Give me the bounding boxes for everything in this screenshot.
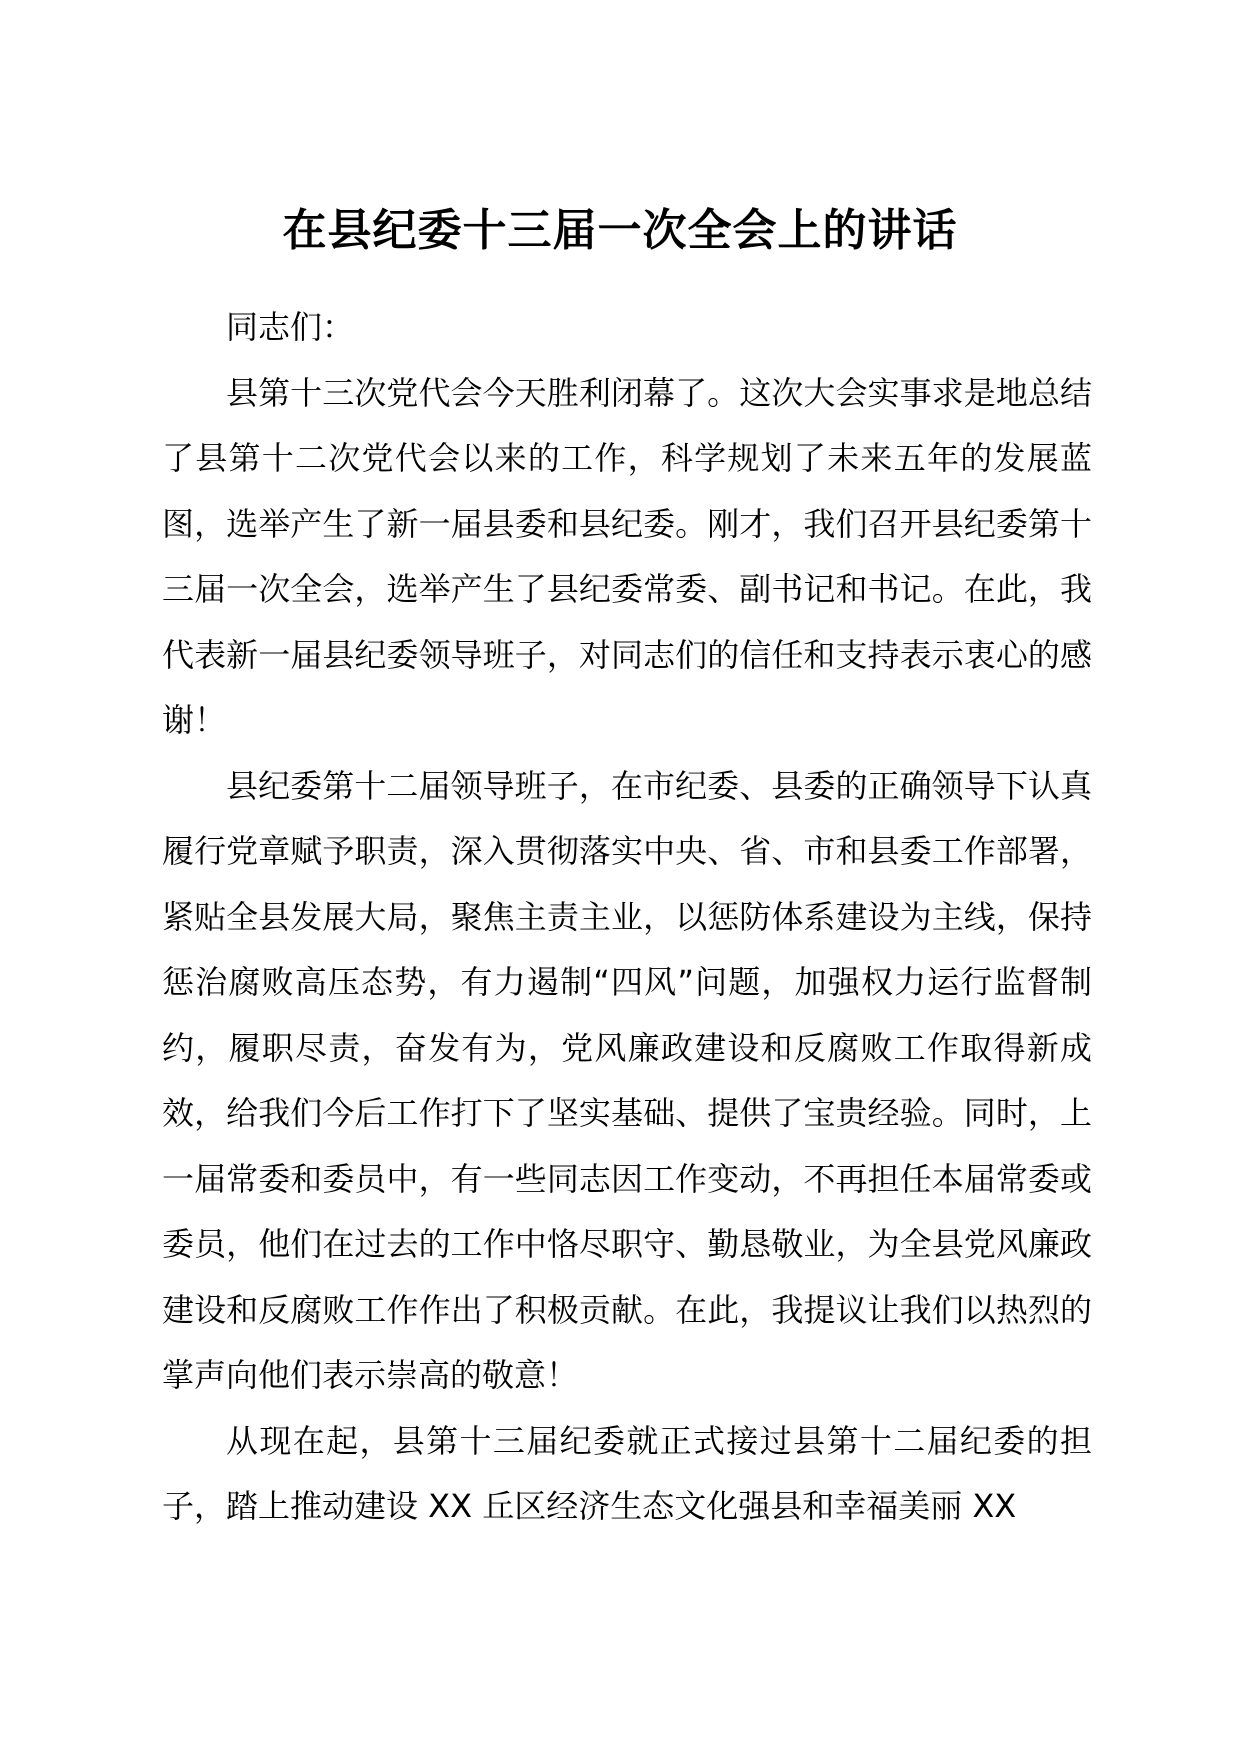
paragraph: 县纪委第十二届领导班子，在市纪委、县委的正确领导下认真履行党章赋予职责，深入贯彻落实中央、省、市和县委工作部署，紧贴全县发展大局，聚焦主责主业，以惩防体系建设为主线，保持惩治腐败高压态势，有力遏制“四风”问题，加强权力运行监督制约，履职尽责，奋发有为，党风廉政建设和反腐败工作取得新成效，给我们今后工作打下了坚实基础、提供了宝贵经验。同时，上一届常委和委员中，有一些同志因工作变动，不再担任本届常委或委员，他们在过去的工作中恪尽职守、勤恳敬业，为全县党风廉政建设和反腐败工作作出了积极贡献。在此，我提议让我们以热烈的掌声向他们表示崇高的敬意！ (162, 766, 1092, 1394)
document-title: 在县纪委十三届一次全会上的讲话 (282, 205, 958, 256)
salutation: 同志们： (226, 308, 355, 346)
document-body (162, 295, 1092, 1540)
paragraph: 县第十三次党代会今天胜利闭幕了。这次大会实事求是地总结了县第十二次党代会以来的工作，科学规划了未来五年的发展蓝图，选举产生了新一届县委和县纪委。刚才，我们召开县纪委第十三届一次全会，选举产生了县纪委常委、副书记和书记。在此，我代表新一届县纪委领导班子，对同志们的信任和支持表示衷心的感谢！ (162, 373, 1092, 739)
paragraph: 从现在起，县第十三届纪委就正式接过县第十二届纪委的担子，踏上推动建设 XX 丘区经济生态文化强县和幸福美丽 XX (162, 1421, 1092, 1525)
